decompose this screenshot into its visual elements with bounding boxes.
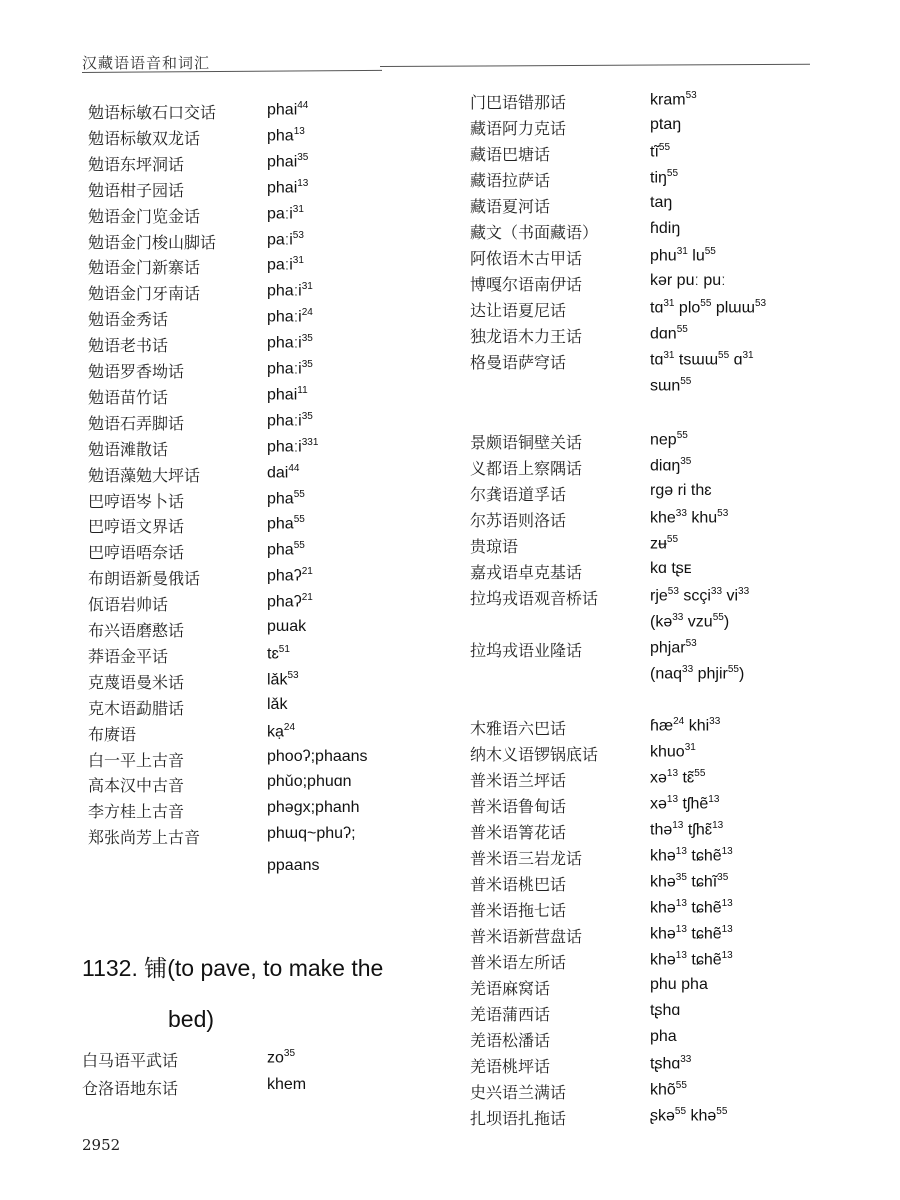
- language-name: 嘉戎语卓克基话: [470, 563, 583, 582]
- phonetic-form: lǎk$^{53}$: [267, 669, 299, 689]
- language-name: 藏文（书面藏语）: [470, 223, 599, 242]
- language-name: 勉语金门览金话: [88, 206, 201, 226]
- language-name: 勉语金门梭山脚话: [88, 232, 217, 252]
- phonetic-form: ɦdiŋ: [650, 220, 681, 237]
- language-name: 高本汉中古音: [88, 776, 185, 796]
- language-name: 普米语左所话: [470, 953, 567, 972]
- language-name: 藏语巴塘话: [470, 145, 551, 164]
- phonetic-form: kɑ tʂᴇ: [650, 560, 692, 577]
- language-name: 巴哼语唔奈话: [88, 543, 185, 563]
- phonetic-form: (kə$^{33}$ vzu$^{55}$): [650, 612, 730, 631]
- phonetic-form: phooʔ;phaans: [267, 747, 368, 765]
- language-name: 阿侬语木古甲话: [470, 249, 583, 268]
- language-name: 门巴语错那话: [470, 93, 567, 112]
- phonetic-form: rje$^{53}$ scçi$^{33}$ $vi^{33}$: [650, 586, 750, 605]
- language-name: 羌语蒲西话: [470, 1005, 551, 1024]
- language-name: 仓洛语地东话: [82, 1079, 179, 1098]
- phonetic-form: dai$^{44}$: [267, 462, 300, 481]
- phonetic-form: diɑŋ$^{35}$: [650, 456, 692, 475]
- phonetic-form: zʉ$^{55}$: [650, 534, 679, 553]
- language-name: 勉语金门新寨话: [88, 258, 201, 278]
- phonetic-form: phai$^{44}$: [267, 100, 309, 119]
- language-name: 勉语老书话: [88, 336, 169, 356]
- entry-heading-line1: 1132. 铺(to pave, to make the: [82, 955, 384, 981]
- language-name: 勉语金门牙南话: [88, 284, 201, 304]
- phonetic-form: phaːi$^{35}$: [267, 333, 313, 352]
- language-name: 普米语拖七话: [470, 901, 567, 920]
- phonetic-form: taŋ: [650, 194, 673, 211]
- language-name: 格曼语萨穹话: [470, 353, 567, 372]
- language-name: 扎坝语扎拖话: [470, 1109, 567, 1128]
- phonetic-form: ʂkə$^{55}$ khə$^{55}$: [650, 1106, 728, 1125]
- phonetic-form: tɛ$^{51}$: [267, 643, 290, 663]
- phonetic-form: pha$^{55}$: [267, 488, 305, 507]
- phonetic-form: thə$^{13}$ tʃhɛ̃$^{13}$: [650, 820, 724, 839]
- language-name: 拉坞戎语观音桥话: [470, 589, 599, 608]
- language-name: 纳木义语锣锅底话: [470, 745, 599, 764]
- phonetic-form: khə$^{35}$ tɕhĩ$^{35}$: [650, 872, 729, 891]
- phonetic-form: $tĩ^{55}$: [650, 142, 671, 161]
- phonetic-form: phaːi$^{24}$: [267, 307, 313, 326]
- language-name: 藏语夏河话: [470, 197, 551, 216]
- phonetic-form: khõ$^{55}$: [650, 1080, 687, 1099]
- phonetic-form: pɯak: [267, 618, 307, 635]
- language-name: 勉语滩散话: [88, 439, 169, 459]
- phonetic-form: phaʔ$^{21}$: [267, 592, 313, 611]
- phonetic-form: phaːi$^{35}$: [267, 359, 313, 378]
- language-name: 尔苏语则洛话: [470, 511, 567, 530]
- phonetic-form: khə$^{13}$ tɕhẽ$^{13}$: [650, 950, 733, 969]
- language-name: 勉语标敏石口交话: [88, 103, 217, 122]
- language-name: 布兴语磨憨话: [88, 621, 185, 640]
- phonetic-form: phai$^{13}$: [267, 177, 309, 197]
- phonetic-form: xə$^{13}$ tɛ̃$^{55}$: [650, 768, 706, 787]
- language-name: 普米语鲁甸话: [470, 797, 567, 816]
- language-name: 博嘎尔语南伊话: [470, 275, 583, 294]
- language-name: 贵琼语: [470, 537, 519, 556]
- language-name: 布赓语: [88, 724, 137, 744]
- phonetic-form: kạ$^{24}$: [267, 721, 296, 740]
- language-name: 布朗语新曼俄话: [88, 569, 201, 589]
- phonetic-form: kər puː puː: [650, 272, 726, 289]
- phonetic-form: nep$^{55}$: [650, 430, 688, 449]
- phonetic-form: phai$^{11}$: [267, 384, 308, 404]
- language-name: 独龙语木力王话: [470, 327, 583, 346]
- language-name: 史兴语兰满话: [470, 1083, 567, 1102]
- phonetic-form: ptaŋ: [650, 116, 682, 133]
- phonetic-form: phai$^{35}$: [267, 151, 309, 171]
- phonetic-form: khə$^{13}$ tɕhẽ$^{13}$: [650, 846, 733, 865]
- phonetic-form: paːi$^{53}$: [267, 229, 304, 248]
- phonetic-form: ɦæ$^{24}$ khi$^{33}$: [650, 716, 721, 735]
- phonetic-form: tʂhɑ$^{33}$: [650, 1054, 692, 1073]
- language-name: 勉语柑子园话: [88, 180, 185, 200]
- language-name: 普米语桃巴话: [470, 875, 567, 894]
- entry-heading-line2: bed): [168, 1006, 215, 1032]
- phonetic-form: tɑ$^{31}$ tsɯɯ$^{55}$ ɑ$^{31}$: [650, 350, 754, 369]
- language-name: 普米语新营盘话: [470, 927, 583, 946]
- language-name: 勉语标敏双龙话: [88, 128, 201, 148]
- running-header: 汉藏语语音和词汇: [82, 54, 211, 72]
- phonetic-form: khe$^{33}$ khu$^{53}$: [650, 508, 729, 527]
- language-name: 羌语桃坪话: [470, 1057, 551, 1076]
- language-name: 勉语东坪洞话: [88, 154, 185, 174]
- phonetic-form: pha$^{13}$: [267, 125, 305, 145]
- language-name: 白马语平武话: [82, 1051, 179, 1070]
- phonetic-form: phaːi$^{31}$: [267, 281, 313, 300]
- phonetic-form: xə$^{13}$ tʃhẽ$^{13}$: [650, 794, 720, 813]
- phonetic-form: phaːi$^{35}$: [267, 410, 313, 430]
- phonetic-form: sɯn$^{55}$: [650, 376, 692, 395]
- language-name: 佤语岩帅话: [88, 595, 169, 615]
- phonetic-form: phɯq~phuʔ;: [267, 825, 356, 843]
- language-name: 尔龚语道孚话: [470, 485, 567, 504]
- header-rule-right: [380, 64, 810, 67]
- language-name: 景颇语铜壁关话: [470, 433, 583, 452]
- language-name: 藏语阿力克话: [470, 119, 567, 138]
- language-name: 普米语兰坪话: [470, 771, 567, 790]
- language-name: 羌语麻窝话: [470, 979, 551, 998]
- phonetic-form: paːi$^{31}$: [267, 203, 304, 222]
- phonetic-form: tʂhɑ: [650, 1002, 681, 1019]
- language-name: 羌语松潘话: [470, 1031, 551, 1050]
- phonetic-form: pha$^{55}$: [267, 540, 305, 559]
- language-name: 莽语金平话: [88, 646, 169, 666]
- language-name: 普米语箐花话: [470, 823, 567, 842]
- phonetic-form: khuo$^{31}$: [650, 742, 696, 761]
- phonetic-form: pha$^{55}$: [267, 514, 305, 533]
- language-name: 勉语藻勉大坪话: [88, 465, 201, 485]
- phonetic-form: phu pha: [650, 976, 708, 993]
- phonetic-form: dɑn$^{55}$: [650, 324, 688, 343]
- phonetic-form: phəgx;phanh: [267, 799, 360, 817]
- language-name: 白一平上古音: [88, 750, 185, 770]
- language-name: 巴哼语文界话: [88, 517, 185, 537]
- language-name: 勉语罗香坳话: [88, 362, 185, 381]
- language-name: 郑张尚芳上古音: [88, 828, 201, 848]
- language-name: 义都语上察隅话: [470, 459, 583, 478]
- language-name: 勉语金秀话: [88, 310, 169, 330]
- phonetic-form: khə$^{13}$ tɕhẽ$^{13}$: [650, 898, 733, 917]
- phonetic-form: khə$^{13}$ tɕhẽ$^{13}$: [650, 924, 733, 943]
- language-name: 克木语勐腊话: [88, 698, 185, 718]
- language-name: 木雅语六巴话: [470, 719, 567, 738]
- language-name: 勉语苗竹话: [88, 387, 169, 407]
- phonetic-form: phaːi$^{331}$: [267, 436, 319, 456]
- phonetic-form: tiŋ$^{55}$: [650, 168, 679, 187]
- phonetic-form: kram$^{53}$: [650, 90, 697, 109]
- phonetic-form: phaʔ$^{21}$: [267, 566, 313, 585]
- page-number: 2952: [82, 1136, 121, 1154]
- language-name: 拉坞戎语业隆话: [470, 641, 583, 660]
- language-name: 藏语拉萨话: [470, 171, 551, 190]
- phonetic-form: pha: [650, 1028, 677, 1045]
- phonetic-form: (naq$^{33}$ phjir$^{55}$): [650, 664, 745, 683]
- phonetic-form: tɑ$^{31}$ plo$^{55}$ plɯɯ$^{53}$: [650, 298, 767, 317]
- phonetic-form: khem: [267, 1076, 307, 1093]
- language-name: 李方桂上古音: [88, 802, 185, 822]
- language-name: 巴哼语岑卜话: [88, 491, 185, 511]
- language-name: 勉语石弄脚话: [88, 413, 185, 433]
- phonetic-form: phjar$^{53}$: [650, 638, 697, 657]
- phonetic-form: phǔo;phuɑn: [267, 773, 352, 791]
- phonetic-form: $zo^{35}$: [267, 1048, 296, 1067]
- language-name: 克蔑语曼米话: [88, 672, 185, 692]
- language-name: 达让语夏尼话: [470, 301, 567, 320]
- language-name: 普米语三岩龙话: [470, 849, 583, 868]
- phonetic-form: paːi$^{31}$: [267, 255, 304, 274]
- phonetic-form: lǎk: [267, 695, 288, 713]
- phonetic-form: phu$^{31}$ $lu^{55}$: [650, 246, 716, 265]
- left-continuation: ppaans: [267, 857, 320, 874]
- phonetic-form: rɡə ri thɛ: [650, 482, 712, 499]
